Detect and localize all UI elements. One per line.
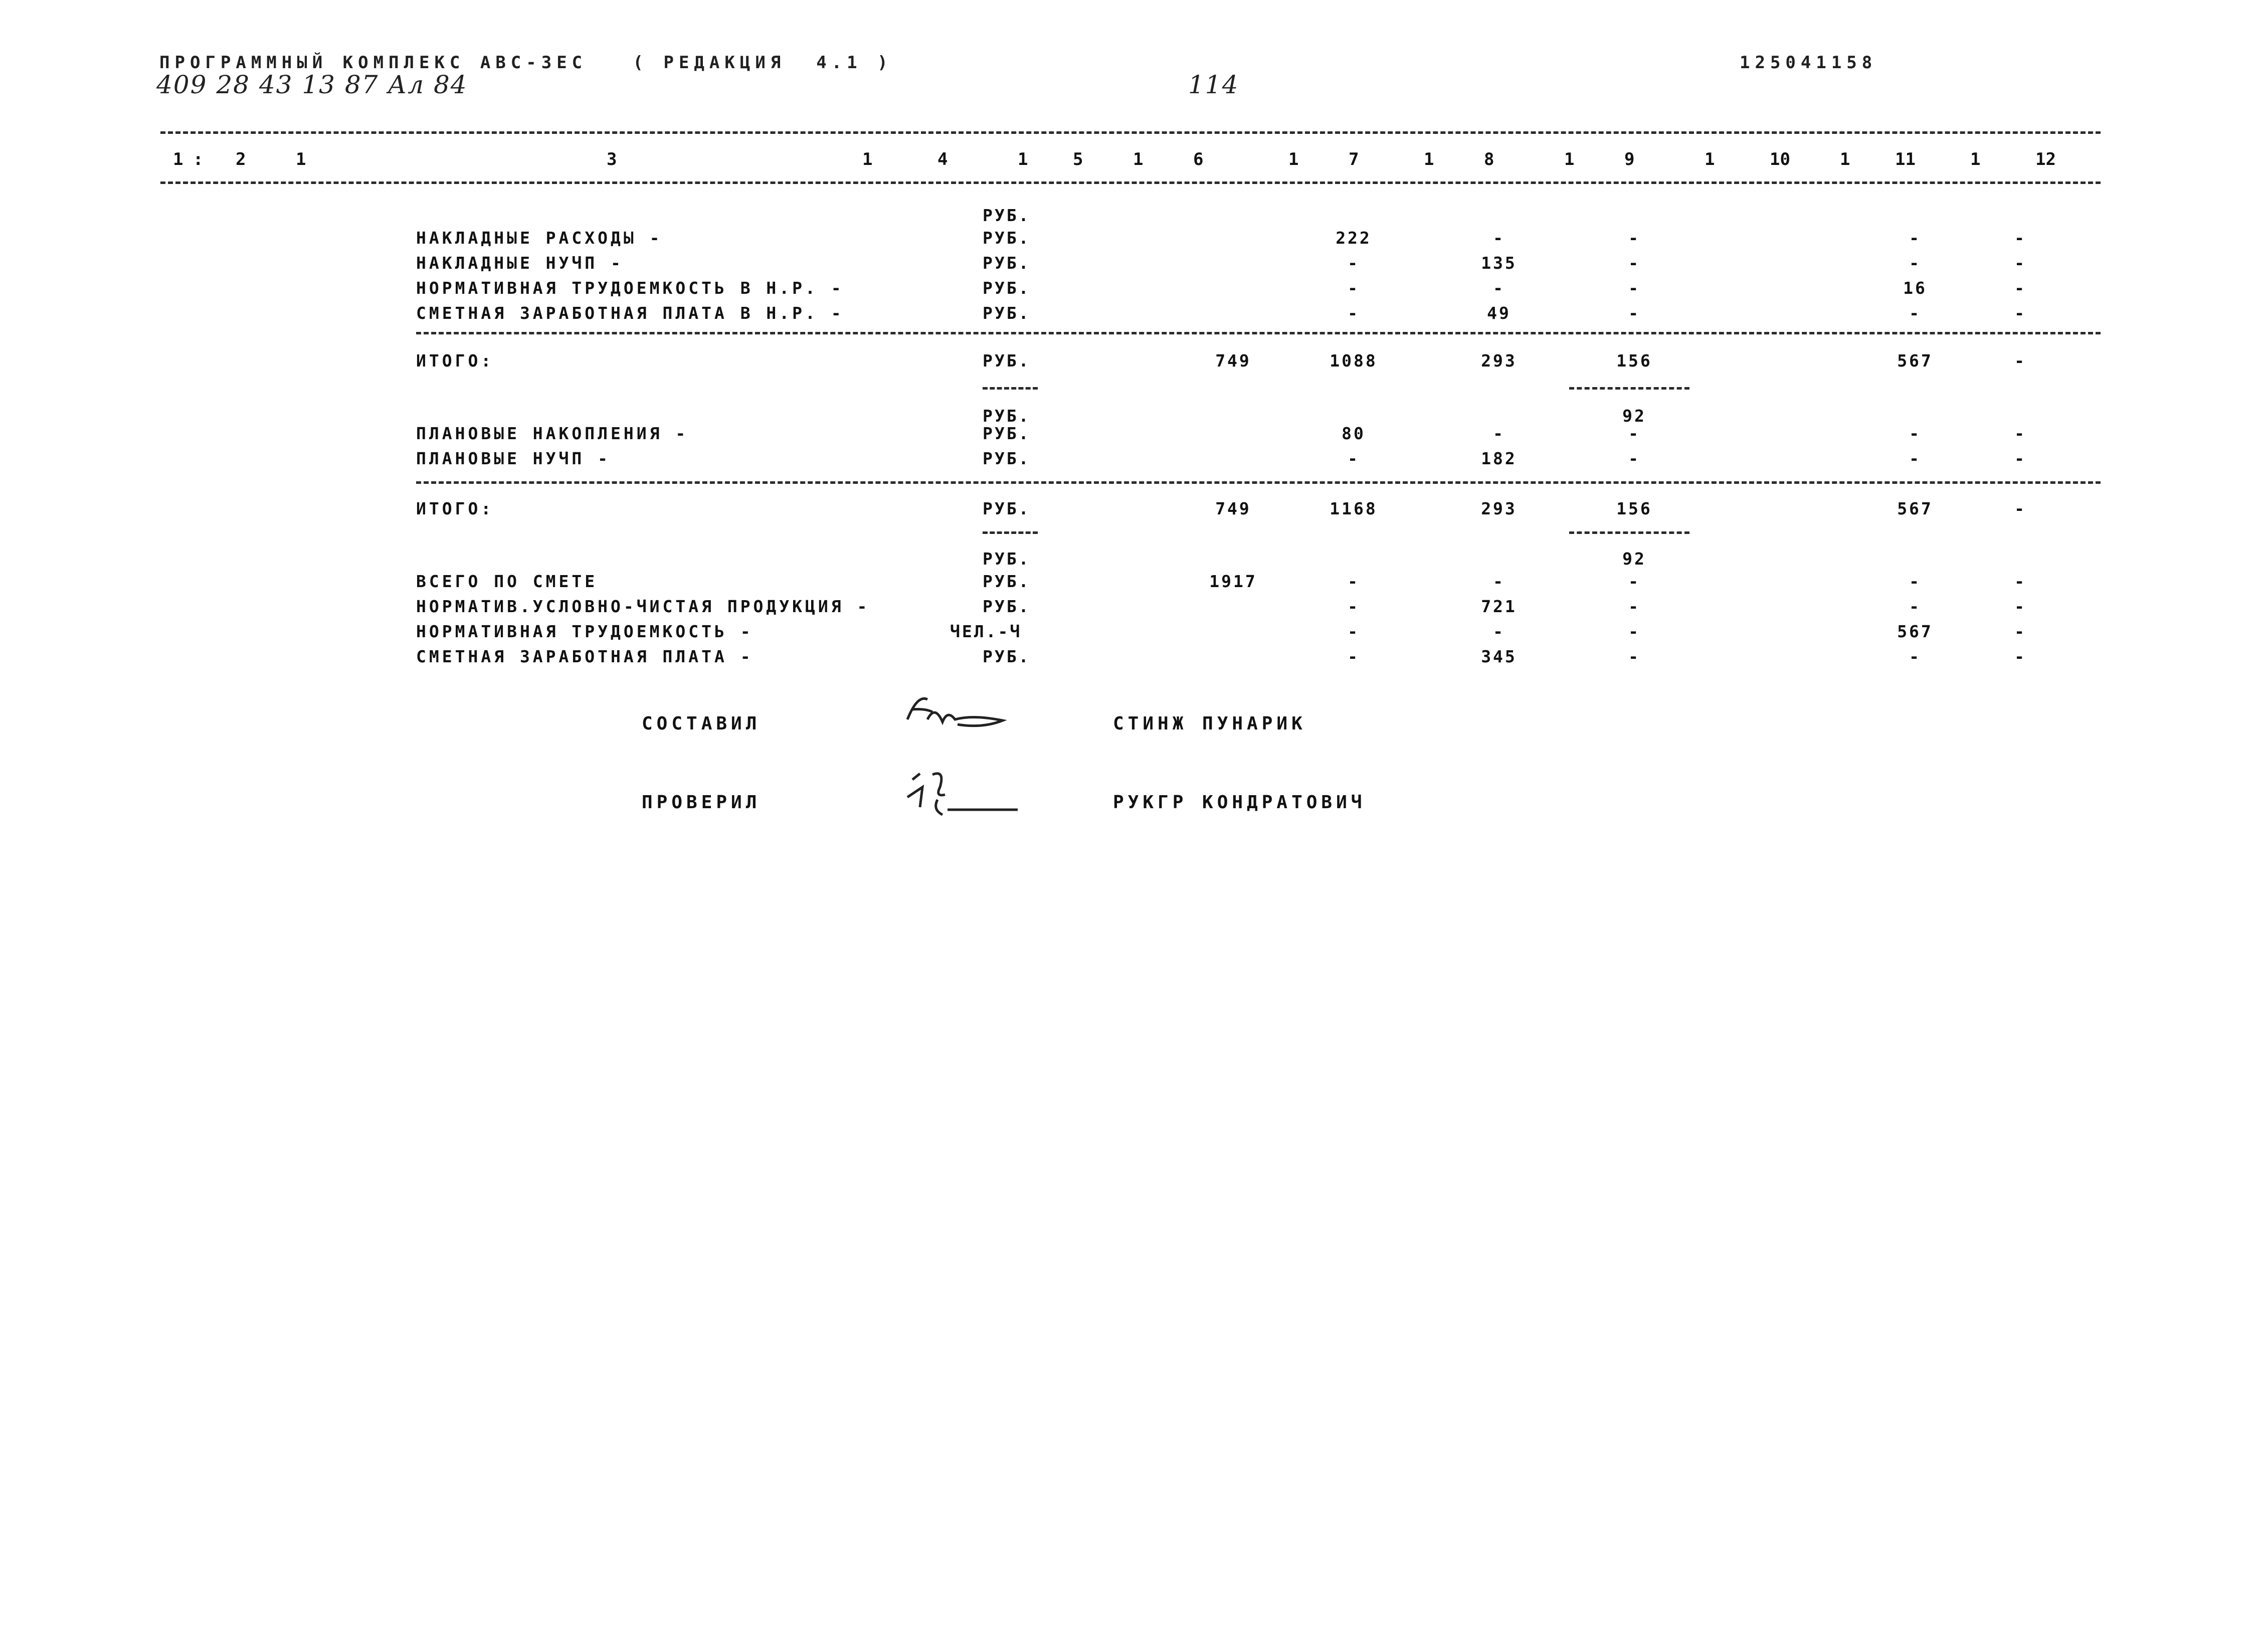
cell-c11: 567 bbox=[1897, 499, 1933, 518]
cell-c12: - bbox=[2014, 253, 2026, 273]
cell-c9: - bbox=[1628, 647, 1640, 666]
cell-c8: - bbox=[1493, 424, 1505, 443]
cell-c12: - bbox=[2014, 351, 2026, 371]
row-unit: ЧЕЛ.-Ч bbox=[950, 622, 1022, 641]
cell-c7: - bbox=[1348, 449, 1360, 468]
column-number: 6 bbox=[1193, 149, 1204, 169]
cell-c7: 222 bbox=[1336, 228, 1372, 248]
row-unit: РУБ. bbox=[983, 406, 1031, 426]
cell-c11: - bbox=[1909, 303, 1921, 323]
row-label: ИТОГО: bbox=[416, 351, 494, 371]
row-unit: РУБ. bbox=[983, 549, 1031, 569]
row-unit: РУБ. bbox=[983, 206, 1031, 225]
column-number: 1 bbox=[862, 149, 873, 169]
cell-c7: - bbox=[1348, 253, 1360, 273]
cell-c7: - bbox=[1348, 303, 1360, 323]
checked-label: ПРОВЕРИЛ bbox=[642, 792, 761, 813]
cell-c11: 16 bbox=[1903, 278, 1927, 298]
column-number: 5 bbox=[1073, 149, 1083, 169]
cell-c9: - bbox=[1628, 228, 1640, 248]
rule-short-3 bbox=[983, 531, 1038, 534]
row-unit: РУБ. bbox=[983, 647, 1031, 666]
cell-c7: - bbox=[1348, 597, 1360, 616]
column-number: 1 bbox=[1424, 149, 1434, 169]
column-number: 1 bbox=[1133, 149, 1144, 169]
cell-c12: - bbox=[2014, 499, 2026, 518]
cell-c8: 721 bbox=[1481, 597, 1517, 616]
cell-c7: - bbox=[1348, 647, 1360, 666]
cell-c9: - bbox=[1628, 253, 1640, 273]
row-label: НОРМАТИВНАЯ ТРУДОЕМКОСТЬ - bbox=[416, 622, 753, 641]
document-code: 125041158 bbox=[1740, 53, 1877, 73]
program-header: ПРОГРАММНЫЙ КОМПЛЕКС АВС-3ЕС ( РЕДАКЦИЯ 4.1 ) bbox=[159, 53, 893, 73]
cell-c12: - bbox=[2014, 572, 2026, 591]
column-number: 1 bbox=[1564, 149, 1575, 169]
cell-c12: - bbox=[2014, 303, 2026, 323]
cell-c9: - bbox=[1628, 278, 1640, 298]
row-label: СМЕТНАЯ ЗАРАБОТНАЯ ПЛАТА В Н.Р. - bbox=[416, 303, 844, 323]
cell-c6: 1917 bbox=[1209, 572, 1257, 591]
rule-header-bottom bbox=[160, 181, 2101, 184]
row-label: СМЕТНАЯ ЗАРАБОТНАЯ ПЛАТА - bbox=[416, 647, 753, 666]
row-unit: РУБ. bbox=[983, 424, 1031, 443]
cell-c8: 345 bbox=[1481, 647, 1517, 666]
column-number: 1 bbox=[1018, 149, 1028, 169]
cell-c9: - bbox=[1628, 597, 1640, 616]
page-number: 114 bbox=[1188, 70, 1239, 99]
cell-c12: - bbox=[2014, 424, 2026, 443]
column-number: 1 bbox=[296, 149, 306, 169]
column-number: 3 bbox=[607, 149, 617, 169]
cell-c8: - bbox=[1493, 278, 1505, 298]
rule-section-1 bbox=[416, 332, 2101, 334]
cell-c7: 80 bbox=[1342, 424, 1366, 443]
rule-short-4 bbox=[1569, 531, 1689, 534]
cell-c8: 293 bbox=[1481, 499, 1517, 518]
row-label: ПЛАНОВЫЕ НУЧП - bbox=[416, 449, 611, 468]
cell-c11: 567 bbox=[1897, 351, 1933, 371]
signature-compiled bbox=[897, 689, 1023, 745]
column-number: 1 bbox=[1840, 149, 1850, 169]
cell-c8: - bbox=[1493, 228, 1505, 248]
cell-c12: - bbox=[2014, 597, 2026, 616]
row-unit: РУБ. bbox=[983, 303, 1031, 323]
cell-c8: 293 bbox=[1481, 351, 1517, 371]
cell-c8: - bbox=[1493, 622, 1505, 641]
cell-c6: 749 bbox=[1215, 499, 1251, 518]
cell-c6: 749 bbox=[1215, 351, 1251, 371]
rule-short-2 bbox=[1569, 387, 1689, 390]
column-number: 2 bbox=[236, 149, 246, 169]
row-unit: РУБ. bbox=[983, 228, 1031, 248]
column-number: 11 bbox=[1895, 149, 1916, 169]
cell-c7: - bbox=[1348, 622, 1360, 641]
cell-c9: 156 bbox=[1616, 499, 1652, 518]
cell-c9: 92 bbox=[1622, 406, 1646, 426]
cell-c11: - bbox=[1909, 572, 1921, 591]
cell-c12: - bbox=[2014, 449, 2026, 468]
cell-c7: 1088 bbox=[1330, 351, 1378, 371]
row-label: НАКЛАДНЫЕ НУЧП - bbox=[416, 253, 624, 273]
column-number: : bbox=[193, 149, 204, 169]
row-unit: РУБ. bbox=[983, 278, 1031, 298]
cell-c11: - bbox=[1909, 228, 1921, 248]
cell-c7: - bbox=[1348, 278, 1360, 298]
cell-c8: 49 bbox=[1487, 303, 1511, 323]
row-unit: РУБ. bbox=[983, 572, 1031, 591]
checked-name: РУКГР КОНДРАТОВИЧ bbox=[1113, 792, 1366, 813]
cell-c8: 182 bbox=[1481, 449, 1517, 468]
cell-c8: - bbox=[1493, 572, 1505, 591]
cell-c9: 156 bbox=[1616, 351, 1652, 371]
column-number: 10 bbox=[1770, 149, 1790, 169]
cell-c9: 92 bbox=[1622, 549, 1646, 569]
row-unit: РУБ. bbox=[983, 499, 1031, 518]
cell-c11: - bbox=[1909, 449, 1921, 468]
rule-section-2 bbox=[416, 481, 2101, 484]
handwritten-registration: 409 28 43 13 87 Ал 84 bbox=[156, 70, 468, 99]
cell-c7: 1168 bbox=[1330, 499, 1378, 518]
column-number: 8 bbox=[1484, 149, 1494, 169]
cell-c9: - bbox=[1628, 449, 1640, 468]
row-label: НОРМАТИВ.УСЛОВНО-ЧИСТАЯ ПРОДУКЦИЯ - bbox=[416, 597, 870, 616]
cell-c11: - bbox=[1909, 253, 1921, 273]
row-unit: РУБ. bbox=[983, 351, 1031, 371]
row-label: ИТОГО: bbox=[416, 499, 494, 518]
rule-short-1 bbox=[983, 387, 1038, 390]
cell-c8: 135 bbox=[1481, 253, 1517, 273]
column-number: 7 bbox=[1349, 149, 1359, 169]
cell-c9: - bbox=[1628, 424, 1640, 443]
cell-c9: - bbox=[1628, 622, 1640, 641]
compiled-name: СТИНЖ ПУНАРИК bbox=[1113, 713, 1306, 734]
row-unit: РУБ. bbox=[983, 449, 1031, 468]
cell-c9: - bbox=[1628, 572, 1640, 591]
cell-c12: - bbox=[2014, 622, 2026, 641]
column-number: 9 bbox=[1624, 149, 1635, 169]
row-label: ВСЕГО ПО СМЕТЕ bbox=[416, 572, 598, 591]
cell-c7: - bbox=[1348, 572, 1360, 591]
column-number: 1 bbox=[1288, 149, 1299, 169]
signature-checked bbox=[897, 760, 1028, 825]
row-unit: РУБ. bbox=[983, 253, 1031, 273]
cell-c11: - bbox=[1909, 424, 1921, 443]
compiled-label: СОСТАВИЛ bbox=[642, 713, 761, 734]
rule-top bbox=[160, 131, 2101, 134]
row-label: ПЛАНОВЫЕ НАКОПЛЕНИЯ - bbox=[416, 424, 689, 443]
cell-c12: - bbox=[2014, 278, 2026, 298]
column-number: 4 bbox=[937, 149, 948, 169]
cell-c11: - bbox=[1909, 597, 1921, 616]
cell-c11: - bbox=[1909, 647, 1921, 666]
column-number: 12 bbox=[2035, 149, 2056, 169]
cell-c9: - bbox=[1628, 303, 1640, 323]
column-number: 1 bbox=[1970, 149, 1981, 169]
cell-c12: - bbox=[2014, 228, 2026, 248]
row-label: НОРМАТИВНАЯ ТРУДОЕМКОСТЬ В Н.Р. - bbox=[416, 278, 844, 298]
column-number: 1 bbox=[1705, 149, 1715, 169]
cell-c11: 567 bbox=[1897, 622, 1933, 641]
row-unit: РУБ. bbox=[983, 597, 1031, 616]
row-label: НАКЛАДНЫЕ РАСХОДЫ - bbox=[416, 228, 663, 248]
column-number: 1 bbox=[173, 149, 183, 169]
cell-c12: - bbox=[2014, 647, 2026, 666]
